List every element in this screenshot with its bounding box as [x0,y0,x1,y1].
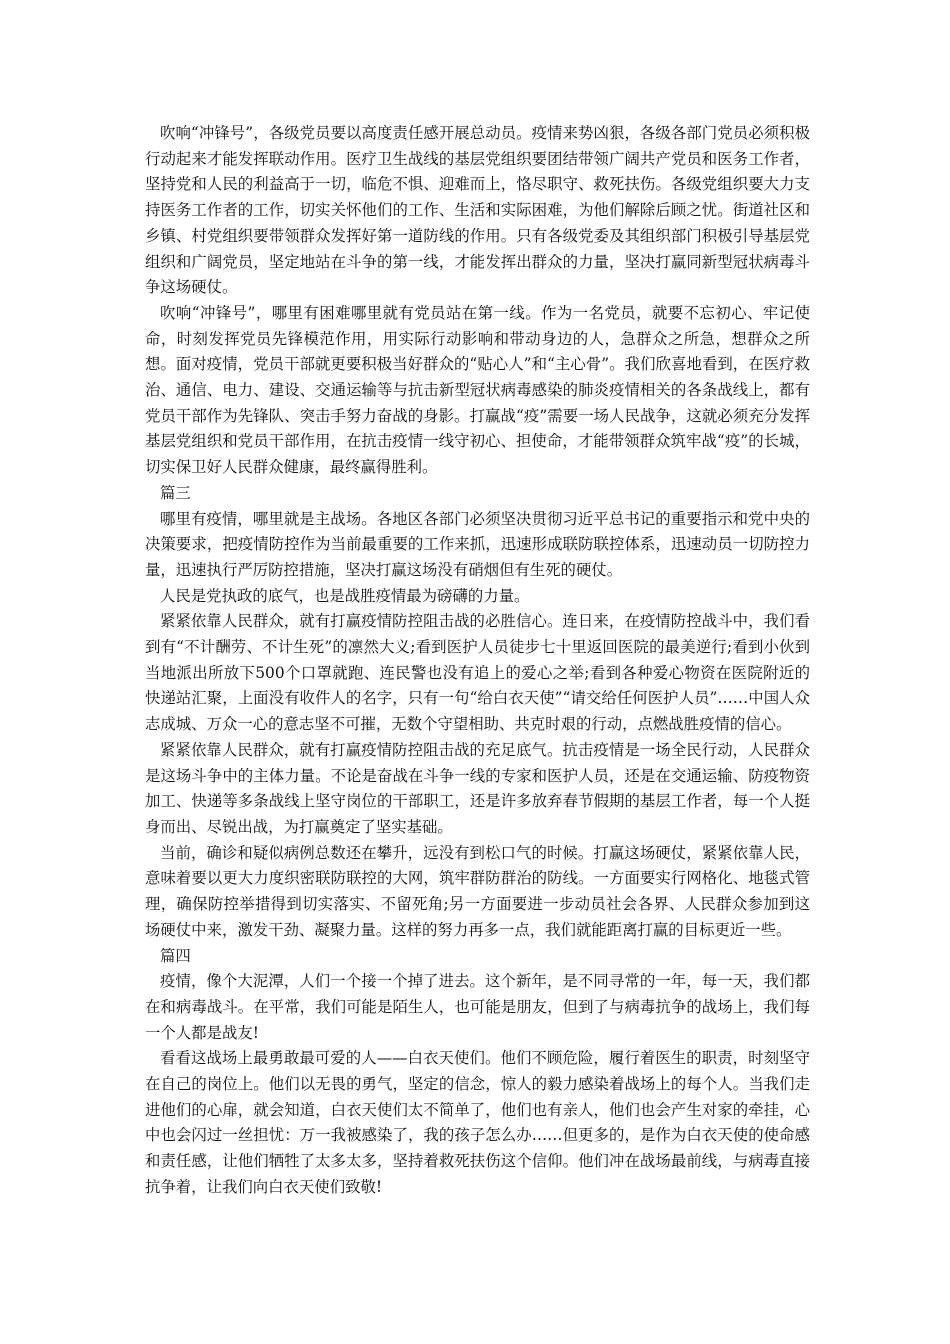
paragraph-6: 紧紧依靠人民群众，就有打赢疫情防控阻击战的充足底气。抗击疫情是一场全民行动，人民群众是这场斗争中的主体力量。不论是奋战在斗争一线的专家和医护人员，还是在交通运输、防疫物资加工、快递等多条战线上坚守岗位的干部职工，还是许多放弃春节假期的基层工作者，每一个人挺身而出、尽锐出战，为打赢奠定了坚实基础。 [145,740,810,836]
paragraph-5: 紧紧依靠人民群众，就有打赢疫情防控阻击战的必胜信心。连日来，在疫情防控战斗中，我们看到有“不计酬劳、不计生死”的凛然大义;看到医护人员徒步七十里返回医院的最美逆行;看到小伙到当地派出所放下500个口罩就跑、连民警也没有追上的爱心之举;看到各种爱心物资在医院附近的快递站汇聚，上面没有收件人的名字，只有一句“给白衣天使”“请交给任何医护人员”……中国人众志成城、万众一心的意志坚不可摧，无数个守望相助、共克时艰的行动，点燃战胜疫情的信心。 [145,612,810,734]
paragraph-2: 吹响“冲锋号”，哪里有困难哪里就有党员站在第一线。作为一名党员，就要不忘初心、牢记使命，时刻发挥党员先锋模范作用，用实际行动影响和带动身边的人，急群众之所急，想群众之所想。面对疫情，党员干部就更要积极当好群众的“贴心人”和“主心骨”。我们欣喜地看到，在医疗救治、通信、电力、建设、交通运输等与抗击新型冠状病毒感染的肺炎疫情相关的各条战线上，都有党员干部作为先锋队、突击手努力奋战的身影。打赢战“疫”需要一场人民战争，这就必须充分发挥基层党组织和党员干部作用，在抗击疫情一线守初心、担使命，才能带领群众筑牢战“疫”的长城，切实保卫好人民群众健康，最终赢得胜利。 [145,303,810,477]
paragraph-8: 疫情，像个大泥潭，人们一个接一个掉了进去。这个新年，是不同寻常的一年，每一天，我们都在和病毒战斗。在平常，我们可能是陌生人，也可能是朋友，但到了与病毒抗争的战场上，我们每一个人都是战友! [145,972,810,1042]
section-heading-3: 篇三 [160,483,191,502]
paragraph-9: 看看这战场上最勇敢最可爱的人——白衣天使们。他们不顾危险，履行着医生的职责，时刻坚守在自己的岗位上。他们以无畏的勇气，坚定的信念，惊人的毅力感染着战场上的每个人。当我们走进他们的心扉，就会知道，白衣天使们太不简单了，他们也有亲人，他们也会产生对家的牵挂，心中也会闪过一丝担忧：万一我被感染了，我的孩子怎么办……但更多的，是作为白衣天使的使命感和责任感，让他们牺牲了太多太多，坚持着救死扶伤这个信仰。他们冲在战场最前线，与病毒直接抗争着，让我们向白衣天使们致敬! [145,1049,810,1196]
paragraph-4: 人民是党执政的底气，也是战胜疫情最为磅礴的力量。 [160,586,530,605]
document-body [145,121,810,1201]
paragraph-1: 吹响“冲锋号”，各级党员要以高度责任感开展总动员。疫情来势凶狠，各级各部门党员必须积极行动起来才能发挥联动作用。医疗卫生战线的基层党组织要团结带领广阔共产党员和医务工作者，坚持党和人民的利益高于一切，临危不惧、迎难而上，恪尽职守、救死扶伤。各级党组织要大力支持医务工作者的工作，切实关怀他们的工作、生活和实际困难，为他们解除后顾之忧。街道社区和乡镇、村党组织要带领群众发挥好第一道防线的作用。只有各级党委及其组织部门积极引导基层党组织和广阔党员，坚定地站在斗争的第一线，才能发挥出群众的力量，坚决打赢同新型冠状病毒斗争这场硬仗。 [145,124,810,297]
section-heading-4: 篇四 [160,946,191,965]
paragraph-7: 当前，确诊和疑似病例总数还在攀升，远没有到松口气的时候。打赢这场硬仗，紧紧依靠人民，意味着要以更大力度织密联防联控的大网，筑牢群防群治的防线。一方面要实行网格化、地毯式管理，确保防控举措得到切实落实、不留死角;另一方面要进一步动员社会各界、人民群众参加到这场硬仗中来，激发干劲、凝聚力量。这样的努力再多一点，我们就能距离打赢的目标更近一些。 [145,843,810,939]
paragraph-3: 哪里有疫情，哪里就是主战场。各地区各部门必须坚决贯彻习近平总书记的重要指示和党中央的决策要求，把疫情防控作为当前最重要的工作来抓，迅速形成联防联控体系，迅速动员一切防控力量，迅速执行严厉防控措施，坚决打赢这场没有硝烟但有生死的硬仗。 [145,509,810,579]
